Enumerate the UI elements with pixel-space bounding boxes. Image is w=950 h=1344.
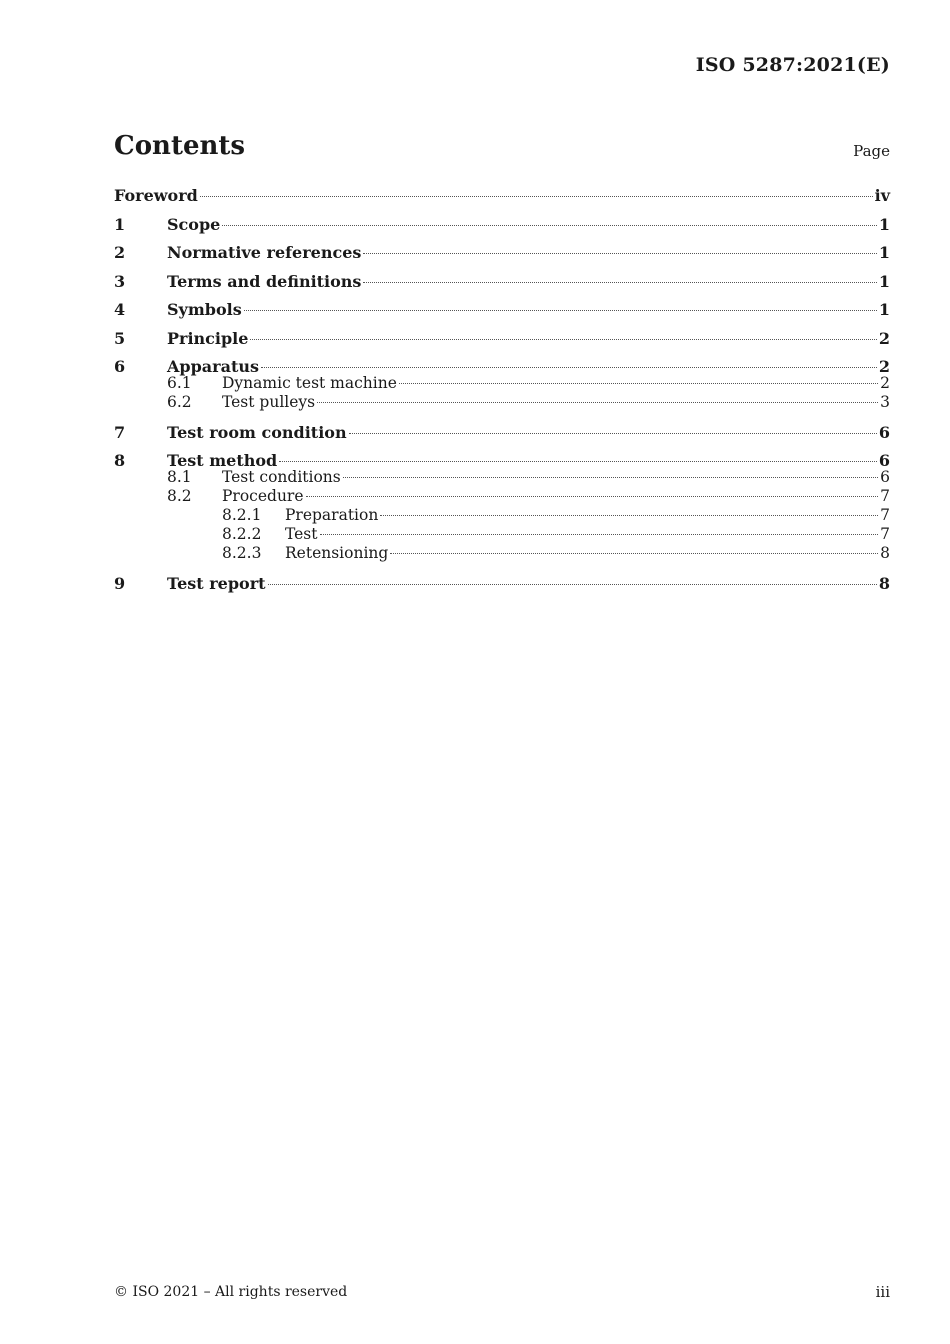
toc-entry-number: 3 bbox=[114, 271, 126, 291]
toc-entry-title: Retensioning bbox=[285, 544, 389, 563]
toc-entry-principle[interactable] bbox=[114, 327, 890, 356]
toc-entry-page: 7 bbox=[880, 524, 890, 543]
dot-leader bbox=[390, 553, 878, 554]
toc-entry-number: 6 bbox=[114, 357, 126, 376]
dot-leader bbox=[363, 253, 876, 254]
toc-entry-number: 9 bbox=[114, 574, 126, 594]
toc-entry-page: 8 bbox=[880, 544, 890, 563]
toc-entry-page: 6 bbox=[878, 422, 890, 442]
toc-entry-page: 1 bbox=[878, 214, 890, 234]
toc-entry-number: 8.2 bbox=[167, 486, 192, 505]
toc-entry-title: Foreword bbox=[114, 186, 198, 205]
toc-entry-title: Principle bbox=[167, 328, 249, 348]
dot-leader bbox=[222, 225, 877, 226]
toc-entry-title: Test room condition bbox=[167, 422, 347, 442]
toc-entry-page: 7 bbox=[880, 486, 890, 505]
toc-entry-number: 8.2.2 bbox=[222, 524, 262, 543]
table-of-contents bbox=[114, 184, 890, 601]
dot-leader bbox=[317, 402, 878, 403]
toc-entry-page: 2 bbox=[880, 373, 890, 392]
toc-entry-title: Apparatus bbox=[167, 357, 259, 376]
dot-leader bbox=[244, 310, 877, 311]
toc-entry-foreword[interactable] bbox=[114, 184, 890, 213]
toc-entry-number: 8.2.1 bbox=[222, 505, 262, 524]
toc-entry-number: 6.1 bbox=[167, 373, 192, 392]
toc-entry-page: 1 bbox=[878, 300, 890, 319]
toc-entry-number: 2 bbox=[114, 243, 126, 262]
toc-entry-test-conditions[interactable] bbox=[114, 468, 890, 487]
toc-entry-title: Dynamic test machine bbox=[222, 373, 397, 392]
toc-entry-page: iv bbox=[874, 186, 890, 205]
page-number: iii bbox=[875, 1283, 890, 1301]
document-id: ISO 5287:2021(E) bbox=[695, 54, 890, 76]
toc-entry-title: Symbols bbox=[167, 300, 242, 319]
dot-leader bbox=[261, 367, 877, 368]
toc-entry-page: 3 bbox=[880, 392, 890, 411]
toc-entry-number: 7 bbox=[114, 422, 126, 442]
toc-entry-page: 1 bbox=[878, 243, 890, 262]
toc-entry-number: 8 bbox=[114, 451, 126, 470]
toc-entry-title: Test conditions bbox=[222, 467, 341, 486]
toc-entry-preparation[interactable] bbox=[114, 506, 890, 525]
toc-entry-title: Normative references bbox=[167, 243, 362, 262]
toc-entry-page: 7 bbox=[880, 505, 890, 524]
page-column-label: Page bbox=[853, 142, 890, 160]
toc-entry-page: 6 bbox=[878, 451, 890, 470]
toc-entry-test-report[interactable] bbox=[114, 572, 890, 601]
toc-entry-number: 4 bbox=[114, 300, 126, 319]
toc-entry-title: Test bbox=[285, 524, 318, 543]
dot-leader bbox=[349, 433, 877, 434]
toc-entry-number: 5 bbox=[114, 328, 126, 348]
toc-entry-page: 2 bbox=[878, 328, 890, 348]
contents-heading: Contents bbox=[114, 131, 246, 161]
toc-entry-title: Test pulleys bbox=[222, 392, 316, 411]
toc-entry-page: 2 bbox=[878, 357, 890, 376]
dot-leader bbox=[200, 196, 873, 197]
toc-entry-page: 1 bbox=[878, 271, 890, 291]
toc-entry-normative-references[interactable] bbox=[114, 241, 890, 270]
dot-leader bbox=[399, 383, 878, 384]
toc-entry-retensioning[interactable] bbox=[114, 544, 890, 563]
toc-entry-title: Terms and definitions bbox=[167, 271, 362, 291]
toc-entry-page: 6 bbox=[880, 467, 890, 486]
toc-entry-number: 1 bbox=[114, 214, 126, 234]
toc-entry-test-pulleys[interactable] bbox=[114, 393, 890, 412]
toc-entry-title: Test report bbox=[167, 574, 266, 594]
toc-entry-title: Scope bbox=[167, 214, 221, 234]
toc-entry-number: 6.2 bbox=[167, 392, 192, 411]
toc-entry-terms-and-definitions[interactable] bbox=[114, 270, 890, 299]
toc-entry-title: Test method bbox=[167, 451, 278, 470]
copyright-notice: © ISO 2021 – All rights reserved bbox=[114, 1284, 348, 1300]
toc-entry-scope[interactable] bbox=[114, 213, 890, 242]
toc-entry-procedure[interactable] bbox=[114, 487, 890, 506]
dot-leader bbox=[363, 282, 876, 283]
toc-entry-title: Procedure bbox=[222, 486, 304, 505]
dot-leader bbox=[250, 339, 876, 340]
toc-entry-symbols[interactable] bbox=[114, 298, 890, 327]
toc-entry-number: 8.2.3 bbox=[222, 544, 262, 563]
toc-entry-title: Preparation bbox=[285, 505, 379, 524]
toc-entry-page: 8 bbox=[878, 574, 890, 594]
dot-leader bbox=[343, 477, 878, 478]
toc-entry-number: 8.1 bbox=[167, 467, 192, 486]
dot-leader bbox=[320, 534, 879, 535]
dot-leader bbox=[380, 515, 878, 516]
dot-leader bbox=[268, 584, 877, 585]
toc-entry-test-room-condition[interactable] bbox=[114, 421, 890, 450]
dot-leader bbox=[306, 496, 879, 497]
dot-leader bbox=[279, 461, 877, 462]
toc-entry-test[interactable] bbox=[114, 525, 890, 544]
toc-entry-dynamic-test-machine[interactable] bbox=[114, 374, 890, 393]
